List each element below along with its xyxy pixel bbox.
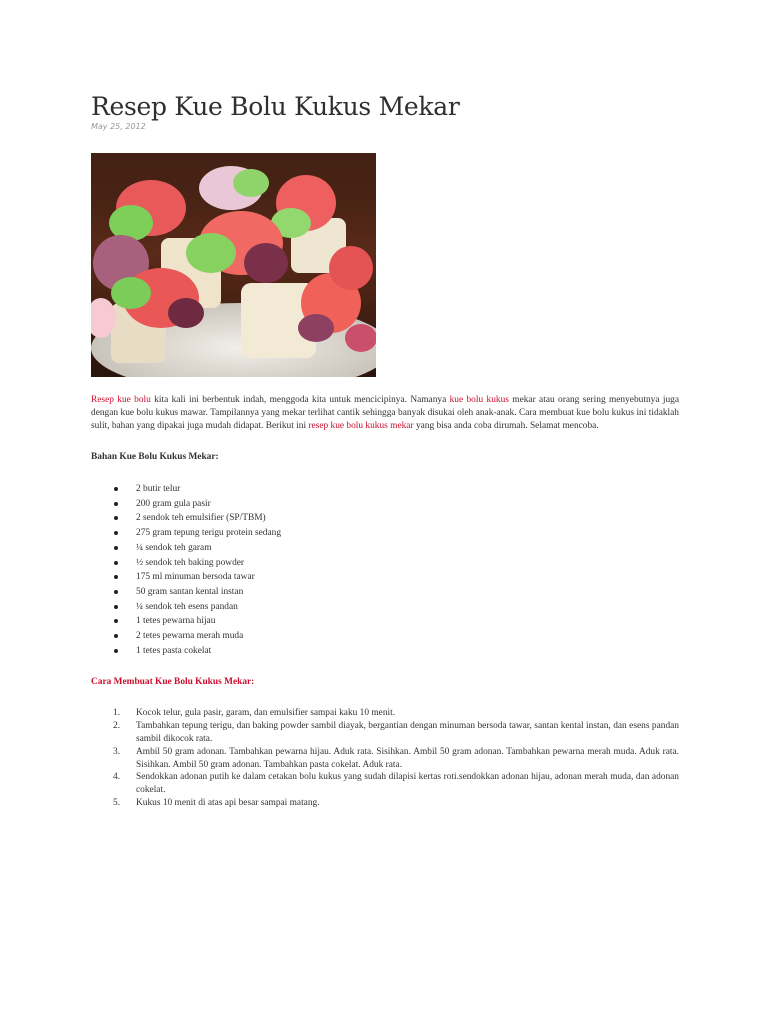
method-heading: Cara Membuat Kue Bolu Kukus Mekar: bbox=[91, 677, 255, 688]
step-item bbox=[91, 720, 679, 746]
list-item: ¼ sendok teh garam bbox=[91, 541, 679, 556]
steamed-cake-photo bbox=[91, 153, 376, 377]
step-text: Sendokkan adonan putih ke dalam cetakan bolu kukus yang sudah dilapisi kertas roti.sendokkan adonan hijau, adonan merah muda, dan adonan cokelat. bbox=[136, 772, 679, 796]
step-number: 2. bbox=[113, 721, 121, 732]
intro-text: kita kali ini berbentuk indah, menggoda kita untuk mencicipinya. Namanya bbox=[150, 395, 450, 405]
step-number: 5. bbox=[113, 798, 121, 809]
ingredients-list bbox=[91, 482, 679, 658]
step-number: 3. bbox=[113, 746, 121, 757]
steps-list bbox=[91, 707, 679, 809]
intro-paragraph bbox=[91, 394, 679, 433]
list-item: 275 gram tepung terigu protein sedang bbox=[91, 526, 679, 541]
intro-text: yang bisa anda coba dirumah. Selamat mencoba. bbox=[413, 421, 599, 431]
list-item: 2 sendok teh emulsifier (SP/TBM) bbox=[91, 511, 679, 526]
list-item: ½ sendok teh baking powder bbox=[91, 556, 679, 571]
link-resep-kue-bolu[interactable]: Resep kue bolu bbox=[91, 395, 151, 405]
step-text: Kukus 10 menit di atas api besar sampai matang. bbox=[136, 798, 320, 809]
list-item: 175 ml minuman bersoda tawar bbox=[91, 570, 679, 585]
post-date: May 25, 2012 bbox=[91, 122, 146, 131]
intro-text: mekar atau orang sering menyebutnya juga dengan kue bolu kukus mawar. Tampilannya yang mekar terlihat cantik sehingga banyak disukai oleh anak-anak. Cara membuat kue bolu kukus ini tidaklah sulit, bahan yang dipakai juga mudah didapat. Berikut ini bbox=[91, 395, 679, 431]
step-text: Tambahkan tepung terigu, dan baking powder sambil diayak, bergantian dengan minuman bersoda tawar, santan kental instan, dan esens pandan sambil dikocok rata. bbox=[136, 721, 679, 745]
step-number: 4. bbox=[113, 772, 121, 783]
list-item: 2 butir telur bbox=[91, 482, 679, 497]
list-item: ¼ sendok teh esens pandan bbox=[91, 600, 679, 615]
step-text: Kocok telur, gula pasir, garam, dan emulsifier sampai kaku 10 menit. bbox=[136, 708, 396, 719]
step-item bbox=[91, 746, 679, 772]
list-item: 200 gram gula pasir bbox=[91, 497, 679, 512]
list-item: 1 tetes pasta cokelat bbox=[91, 644, 679, 659]
step-number: 1. bbox=[113, 708, 121, 719]
article bbox=[91, 90, 679, 810]
step-item bbox=[91, 771, 679, 797]
ingredients-heading: Bahan Kue Bolu Kukus Mekar: bbox=[91, 452, 219, 462]
list-item: 2 tetes pewarna merah muda bbox=[91, 629, 679, 644]
list-item: 1 tetes pewarna hijau bbox=[91, 614, 679, 629]
step-item bbox=[91, 707, 679, 720]
step-text: Ambil 50 gram adonan. Tambahkan pewarna hijau. Aduk rata. Sisihkan. Ambil 50 gram adonan. Tambahkan pewarna merah muda. Aduk rata. Sisihkan. Ambil 50 gram adonan. Tambahkan pasta cokelat. Aduk rata. bbox=[136, 746, 679, 770]
link-resep-kue-bolu-kukus-mekar[interactable]: resep kue bolu kukus mekar bbox=[308, 421, 414, 431]
step-item bbox=[91, 797, 679, 810]
page-title: Resep Kue Bolu Kukus Mekar bbox=[91, 92, 460, 121]
list-item: 50 gram santan kental instan bbox=[91, 585, 679, 600]
link-kue-bolu-kukus[interactable]: kue bolu kukus bbox=[449, 395, 509, 405]
